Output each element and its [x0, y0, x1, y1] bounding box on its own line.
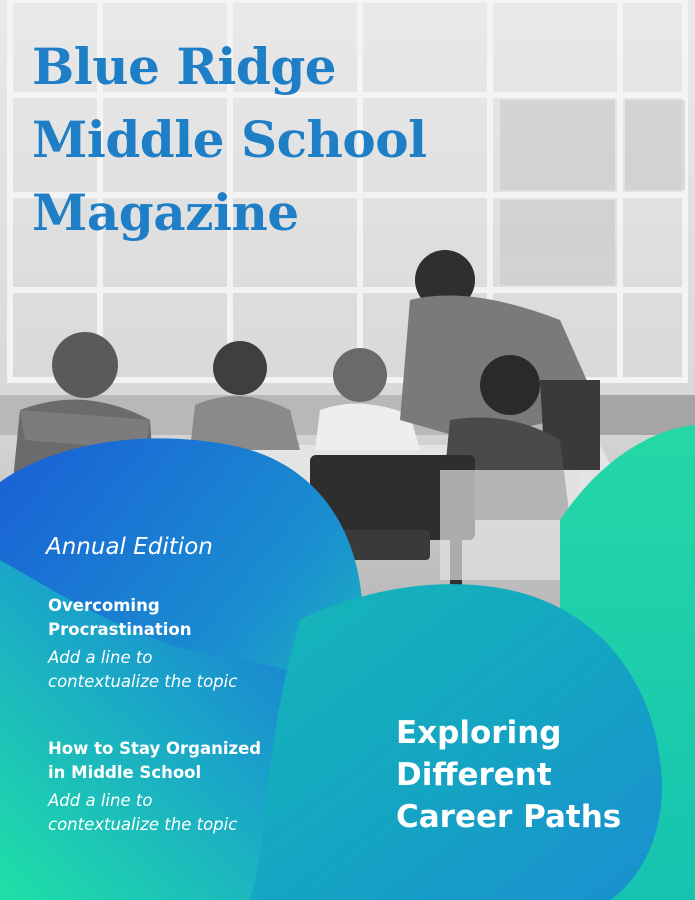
story-1	[48, 594, 237, 694]
story-1-subline-line-2: contextualize the topic	[48, 672, 238, 691]
title-line-1: Blue Ridge	[32, 37, 337, 96]
story-1-headline-line-2: Procrastination	[48, 620, 192, 639]
feature-headline	[396, 712, 621, 838]
story-2	[48, 737, 261, 837]
feature-line-2: Different	[396, 757, 552, 793]
story-1-subline-line-1: Add a line to	[48, 648, 153, 667]
story-1-headline-line-1: Overcoming	[48, 596, 160, 615]
story-2-headline	[48, 737, 261, 785]
magazine-title	[32, 30, 427, 249]
story-2-subline	[48, 789, 261, 837]
story-1-headline	[48, 594, 237, 642]
story-2-headline-line-1: How to Stay Organized	[48, 739, 262, 758]
story-2-headline-line-2: in Middle School	[48, 763, 202, 782]
story-2-subline-line-1: Add a line to	[48, 791, 153, 810]
story-1-subline	[48, 646, 237, 694]
feature-line-3: Career Paths	[396, 799, 622, 835]
feature-line-1: Exploring	[396, 715, 562, 751]
title-line-2: Middle School	[32, 110, 427, 169]
title-line-3: Magazine	[32, 183, 299, 242]
edition-label: Annual Edition	[46, 534, 213, 560]
story-2-subline-line-2: contextualize the topic	[48, 815, 238, 834]
